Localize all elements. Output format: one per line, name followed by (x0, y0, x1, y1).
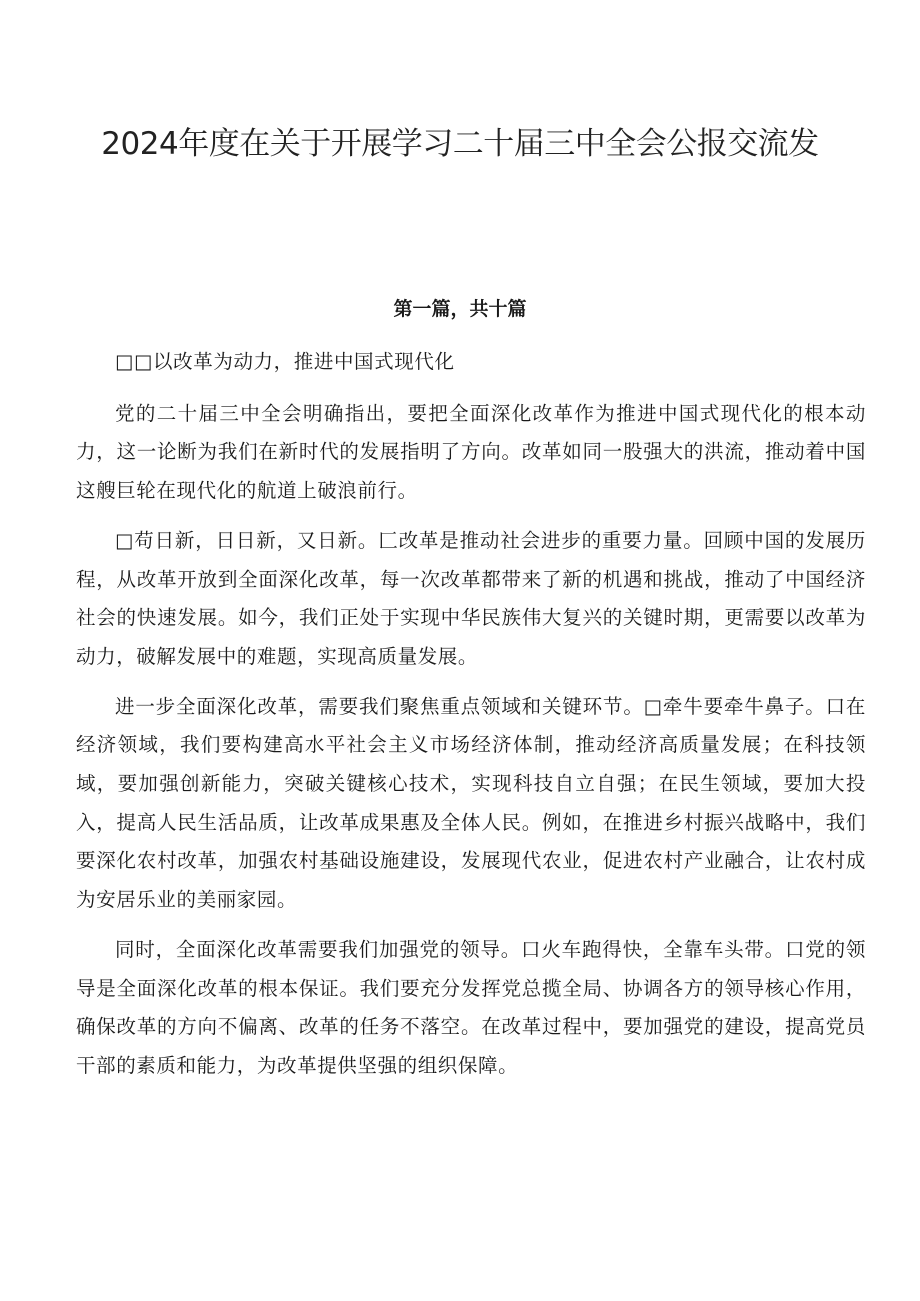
paragraph: 党的二十届三中全会明确指出，要把全面深化改革作为推进中国式现代化的根本动力，这一论断为我们在新时代的发展指明了方向。改革如同一股强大的洪流，推动着中国这艘巨轮在现代化的航道上破浪前行。 (76, 401, 866, 503)
document-body (76, 343, 866, 1097)
paragraph: 同时，全面深化改革需要我们加强党的领导。口火车跑得快，全靠车头带。口党的领导是全面深化改革的根本保证。我们要充分发挥党总揽全局、协调各方的领导核心作用，确保改革的方向不偏离、改革的任务不落空。在改革过程中，要加强党的建设，提高党员干部的素质和能力，为改革提供坚强的组织保障。 (76, 937, 866, 1077)
paragraph: □苟日新，日日新，又日新。匚改革是推动社会进步的重要力量。回顾中国的发展历程，从改革开放到全面深化改革，每一次改革都带来了新的机遇和挑战，推动了中国经济社会的快速发展。如今，我们正处于实现中华民族伟大复兴的关键时期，更需要以改革为动力，破解发展中的难题，实现高质量发展。 (76, 528, 866, 668)
subheading: □□以改革为动力，推进中国式现代化 (115, 350, 455, 373)
document-title: 2024年度在关于开展学习二十届三中全会公报交流发 (101, 126, 819, 162)
section-title: 第一篇，共十篇 (393, 298, 527, 320)
paragraph: 进一步全面深化改革，需要我们聚焦重点领域和关键环节。□牵牛要牵牛鼻子。口在经济领域，我们要构建高水平社会主义市场经济体制，推动经济高质量发展；在科技领域，要加强创新能力，突破关键核心技术，实现科技自立自强；在民生领域，要加大投入，提高人民生活品质，让改革成果惠及全体人民。例如，在推进乡村振兴战略中，我们要深化农村改革，加强农村基础设施建设，发展现代农业，促进农村产业融合，让农村成为安居乐业的美丽家园。 (76, 694, 866, 912)
